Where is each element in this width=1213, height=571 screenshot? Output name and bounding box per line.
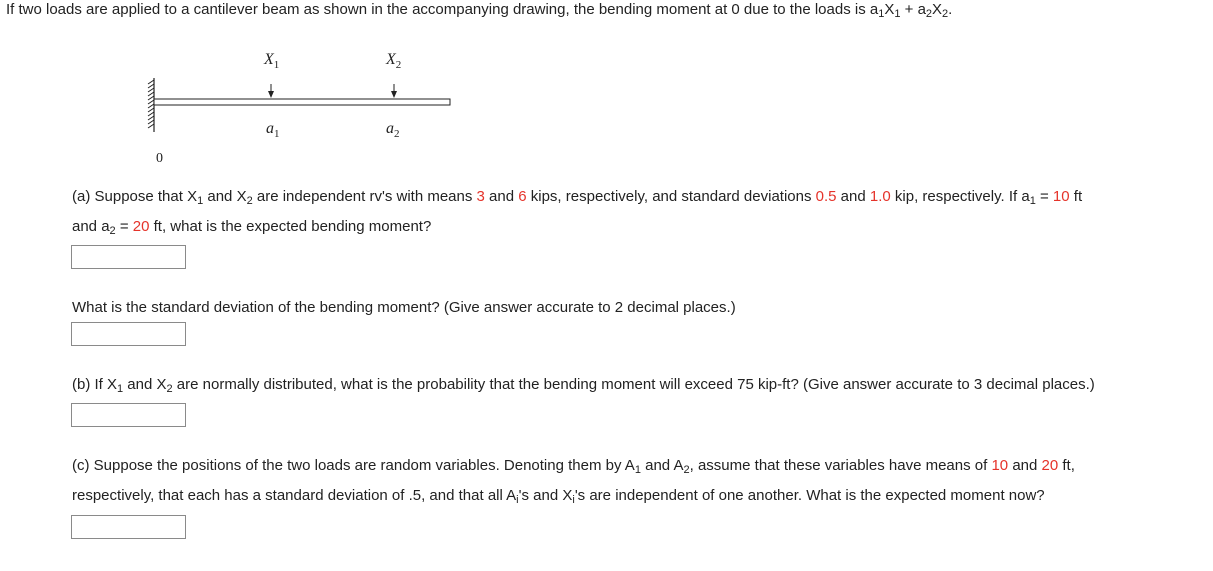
mean-x1: 3 bbox=[476, 188, 485, 205]
part-a-line-1: (a) Suppose that $X_1$ and $X_2$ are independent rv's with means 3 and 6 kips, respectively, and standard deviations 0.5 and 1.0 kip, respectively. If $a_1 = 10$ ft bbox=[72, 188, 1083, 207]
intro-text: If two loads are applied to a cantilever beam as shown in the accompanying drawing, the bending moment at 0 due to the loads is $a_1X_1 + a_2X_2$. bbox=[6, 1, 953, 20]
load-arrow-x2 bbox=[391, 84, 397, 98]
load-arrow-x1 bbox=[268, 84, 274, 98]
part-c-line-1: (c) Suppose the positions of the two loads are random variables. Denoting them by $A_1$ and $A_2$, assume that these variables have means of 10 and 20 ft, bbox=[72, 457, 1075, 476]
a2-value: 20 bbox=[132, 218, 150, 235]
sd-x1: 0.5 bbox=[815, 188, 837, 205]
label-origin: 0 bbox=[156, 151, 163, 166]
wall-support bbox=[148, 78, 154, 132]
sd-x2: 1.0 bbox=[869, 188, 891, 205]
answer-expected-moment-random-positions-input[interactable] bbox=[71, 515, 186, 539]
answer-standard-deviation-input[interactable] bbox=[71, 322, 186, 346]
a1-value: 10 bbox=[1052, 188, 1070, 205]
part-b-question: (b) If $X_1$ and $X_2$ are normally distributed, what is the probability that the bending moment will exceed 75 kip-ft? (Give answer accurate to 3 decimal places.) bbox=[72, 376, 1095, 395]
mean-a2: 20 bbox=[1041, 457, 1059, 474]
label-a2: $a_2$ bbox=[386, 120, 400, 140]
answer-probability-input[interactable] bbox=[71, 403, 186, 427]
part-a-sd-question: What is the standard deviation of the bending moment? (Give answer accurate to 2 decimal places.) bbox=[72, 299, 736, 316]
part-c-line-2: respectively, that each has a standard deviation of .5, and that all $A_i's$ and $X_i's$ are independent of one another. What is the expected moment now? bbox=[72, 487, 1045, 506]
label-x1: $X_1$ bbox=[264, 51, 280, 71]
mean-x2: 6 bbox=[518, 188, 527, 205]
beam bbox=[154, 99, 450, 105]
mean-a1: 10 bbox=[991, 457, 1009, 474]
answer-expected-moment-input[interactable] bbox=[71, 245, 186, 269]
label-x2: $X_2$ bbox=[386, 51, 402, 71]
label-a1: $a_1$ bbox=[266, 120, 280, 140]
part-a-line-2: and $a_2 = 20$ ft, what is the expected bending moment? bbox=[72, 218, 432, 237]
cantilever-beam-diagram bbox=[140, 40, 470, 175]
